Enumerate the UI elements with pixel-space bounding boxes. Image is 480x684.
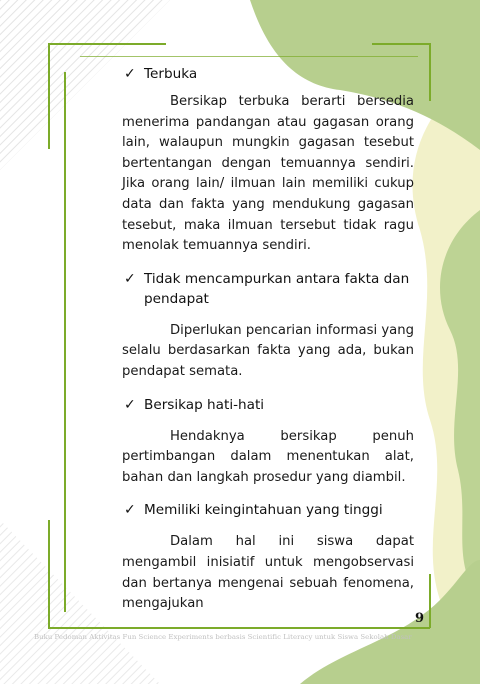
checkmark-icon: ✓ xyxy=(124,66,136,82)
frame-bottom-right-vertical xyxy=(429,574,431,628)
section-paragraph: Dalam hal ini siswa dapat mengambil inisiatif untuk mengobservasi dan bertanya mengenai sebuah fenomena, mengajukan xyxy=(122,534,414,612)
checkmark-icon: ✓ xyxy=(124,270,136,287)
section-paragraph: Diperlukan pencarian informasi yang selalu berdasarkan fakta yang ada, bukan pendapat semata. xyxy=(122,322,414,379)
frame-top-left-vertical xyxy=(48,43,50,149)
section-heading-hati-hati xyxy=(122,395,414,415)
frame-bottom-horizontal xyxy=(48,627,430,629)
page-number: 9 xyxy=(415,611,425,626)
frame-top-right-vertical xyxy=(429,43,431,101)
section-heading-terbuka xyxy=(122,64,414,84)
section-heading-keingintahuan xyxy=(122,500,414,520)
frame-inner-top-left-vertical xyxy=(64,72,66,612)
section-heading-label: Terbuka xyxy=(144,66,198,82)
frame-inner-top-horizontal xyxy=(80,56,418,57)
checkmark-icon: ✓ xyxy=(124,396,136,413)
section-paragraph: Hendaknya bersikap penuh pertimbangan dalam menentukan alat, bahan dan langkah prosedur yang diambil. xyxy=(122,428,414,485)
frame-top-right-horizontal xyxy=(372,43,430,45)
section-paragraph: Bersikap terbuka berarti bersedia menerima pandangan atau gagasan orang lain, walaupun mungkin gagasan tesebut bertentangan dengan temuannya sendiri. Jika orang lain/ ilmuan lain memiliki cukup data dan fakta yang mendukung gagasan tesebut, maka ilmuan tersebut tidak ragu menolak temuannya sendiri. xyxy=(122,94,414,254)
section-heading-label: Tidak mencampurkan antara fakta dan pendapat xyxy=(144,270,410,307)
frame-top-left-horizontal xyxy=(48,43,166,45)
section-heading-label: Bersikap hati-hati xyxy=(144,396,265,413)
section-heading-fakta-pendapat xyxy=(122,269,414,309)
checkmark-icon: ✓ xyxy=(124,502,136,519)
page-content xyxy=(122,64,414,615)
footer-book-title: Buku Pedoman Aktivitas Fun Science Experiments berbasis Scientific Literacy untuk Siswa Sekolah Dasar xyxy=(34,633,412,641)
section-heading-label: Memiliki keingintahuan yang tinggi xyxy=(144,502,383,519)
frame-bottom-left-vertical xyxy=(48,520,50,628)
